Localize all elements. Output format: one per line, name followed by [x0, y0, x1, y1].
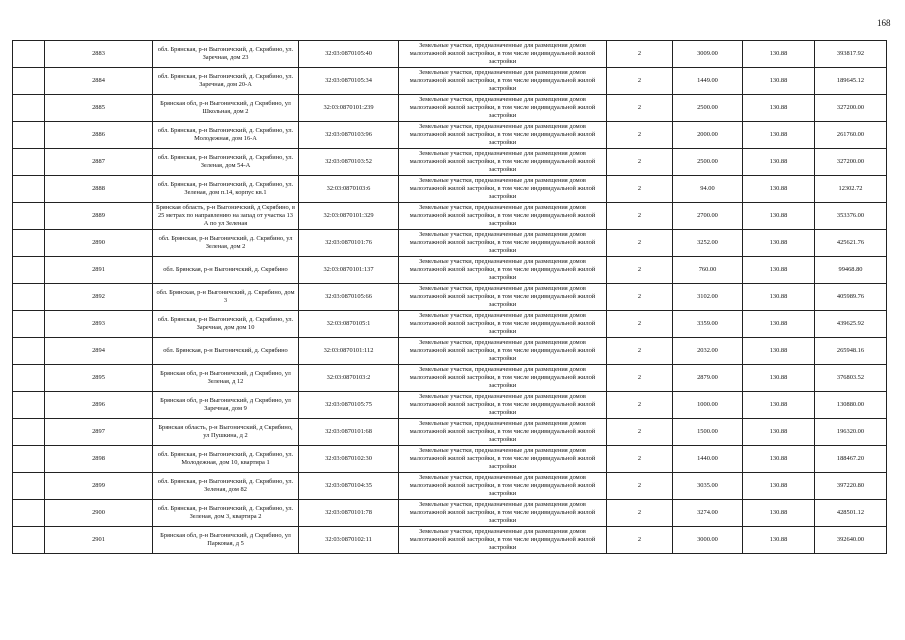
area-cell: 3000.00: [673, 527, 743, 554]
specific-value-cell: 130.88: [743, 203, 815, 230]
cadastral-value-cell: 12302.72: [815, 176, 887, 203]
row-number-cell: 2900: [45, 500, 153, 527]
address-cell: обл. Брянская, р-н Выгоничский, д. Скрябино, ул. Молодежная, дом 10, квартира 1: [153, 446, 299, 473]
blank-cell: [13, 68, 45, 95]
cadastral-number-cell: 32:03:0870105:40: [299, 41, 399, 68]
area-cell: 3035.00: [673, 473, 743, 500]
cadastral-value-cell: 99468.80: [815, 257, 887, 284]
blank-cell: [13, 230, 45, 257]
specific-value-cell: 130.88: [743, 527, 815, 554]
row-number-cell: 2894: [45, 338, 153, 365]
cadastral-value-cell: 353376.00: [815, 203, 887, 230]
cadastral-number-cell: 32:03:0870102:30: [299, 446, 399, 473]
table-row: [13, 500, 887, 527]
land-use-cell: Земельные участки, предназначенные для размещения домов малоэтажной жилой застройки, в том числе индивидуальной жилой застройки: [399, 230, 607, 257]
group-number-cell: 2: [607, 500, 673, 527]
table-row: [13, 95, 887, 122]
blank-cell: [13, 149, 45, 176]
row-number-cell: 2892: [45, 284, 153, 311]
land-use-cell: Земельные участки, предназначенные для размещения домов малоэтажной жилой застройки, в том числе индивидуальной жилой застройки: [399, 257, 607, 284]
land-use-cell: Земельные участки, предназначенные для размещения домов малоэтажной жилой застройки, в том числе индивидуальной жилой застройки: [399, 68, 607, 95]
row-number-cell: 2887: [45, 149, 153, 176]
row-number-cell: 2884: [45, 68, 153, 95]
land-use-cell: Земельные участки, предназначенные для размещения домов малоэтажной жилой застройки, в том числе индивидуальной жилой застройки: [399, 311, 607, 338]
area-cell: 2000.00: [673, 122, 743, 149]
cadastral-number-cell: 32:03:0870102:11: [299, 527, 399, 554]
address-cell: обл. Брянская, р-н Выгоничский, д. Скрябино, ул. Заречная, дом 20-А: [153, 68, 299, 95]
table-row: [13, 257, 887, 284]
blank-cell: [13, 176, 45, 203]
specific-value-cell: 130.88: [743, 338, 815, 365]
address-cell: обл. Брянская, р-н Выгоничский, д. Скрябино, ул. Зеленая, дом 54-А: [153, 149, 299, 176]
group-number-cell: 2: [607, 338, 673, 365]
area-cell: 94.00: [673, 176, 743, 203]
cadastral-number-cell: 32:03:0870103:6: [299, 176, 399, 203]
area-cell: 3102.00: [673, 284, 743, 311]
address-cell: Брянская обл, р-н Выгоничский, д Скрябино, ул Зеленая, д 12: [153, 365, 299, 392]
group-number-cell: 2: [607, 311, 673, 338]
row-number-cell: 2888: [45, 176, 153, 203]
area-cell: 1000.00: [673, 392, 743, 419]
specific-value-cell: 130.88: [743, 230, 815, 257]
cadastral-number-cell: 32:03:0870105:34: [299, 68, 399, 95]
area-cell: 2700.00: [673, 203, 743, 230]
blank-cell: [13, 122, 45, 149]
area-cell: 2500.00: [673, 95, 743, 122]
land-use-cell: Земельные участки, предназначенные для размещения домов малоэтажной жилой застройки, в том числе индивидуальной жилой застройки: [399, 149, 607, 176]
blank-cell: [13, 527, 45, 554]
row-number-cell: 2899: [45, 473, 153, 500]
area-cell: 1500.00: [673, 419, 743, 446]
cadastral-number-cell: 32:03:0870105:1: [299, 311, 399, 338]
area-cell: 760.00: [673, 257, 743, 284]
table-row: [13, 311, 887, 338]
blank-cell: [13, 419, 45, 446]
row-number-cell: 2896: [45, 392, 153, 419]
blank-cell: [13, 284, 45, 311]
cadastral-value-cell: 188467.20: [815, 446, 887, 473]
table-row: [13, 338, 887, 365]
address-cell: Брянская обл, р-н Выгоничский, д Скрябино, ул Заречная, дом 9: [153, 392, 299, 419]
area-cell: 2500.00: [673, 149, 743, 176]
cadastral-value-cell: 327200.00: [815, 149, 887, 176]
table-row: [13, 122, 887, 149]
cadastral-value-cell: 397220.80: [815, 473, 887, 500]
table-row: [13, 68, 887, 95]
group-number-cell: 2: [607, 230, 673, 257]
address-cell: обл. Брянская, р-н Выгоничский, д. Скрябино, ул. Заречная, дом дом 10: [153, 311, 299, 338]
cadastral-value-cell: 439625.92: [815, 311, 887, 338]
cadastral-number-cell: 32:03:0870101:239: [299, 95, 399, 122]
table-row: [13, 392, 887, 419]
group-number-cell: 2: [607, 257, 673, 284]
area-cell: 3009.00: [673, 41, 743, 68]
table-row: [13, 203, 887, 230]
address-cell: обл. Брянская, р-н Выгоничский, д. Скрябино, ул. Зеленая, дом п.14, корпус кв.1: [153, 176, 299, 203]
cadastral-number-cell: 32:03:0870101:137: [299, 257, 399, 284]
specific-value-cell: 130.88: [743, 68, 815, 95]
group-number-cell: 2: [607, 446, 673, 473]
group-number-cell: 2: [607, 203, 673, 230]
blank-cell: [13, 500, 45, 527]
row-number-cell: 2891: [45, 257, 153, 284]
blank-cell: [13, 311, 45, 338]
table-row: [13, 41, 887, 68]
group-number-cell: 2: [607, 149, 673, 176]
cadastral-value-cell: 393817.92: [815, 41, 887, 68]
cadastral-number-cell: 32:03:0870103:2: [299, 365, 399, 392]
cadastral-number-cell: 32:03:0870101:76: [299, 230, 399, 257]
row-number-cell: 2883: [45, 41, 153, 68]
row-number-cell: 2885: [45, 95, 153, 122]
table-row: [13, 284, 887, 311]
cadastral-number-cell: 32:03:0870101:78: [299, 500, 399, 527]
group-number-cell: 2: [607, 419, 673, 446]
group-number-cell: 2: [607, 41, 673, 68]
group-number-cell: 2: [607, 473, 673, 500]
land-use-cell: Земельные участки, предназначенные для размещения домов малоэтажной жилой застройки, в том числе индивидуальной жилой застройки: [399, 41, 607, 68]
cadastral-value-cell: 265948.16: [815, 338, 887, 365]
page-number: 168: [877, 18, 891, 28]
address-cell: обл. Брянская, р-н Выгоничский, д. Скрябино, ул. Заречная, дом 23: [153, 41, 299, 68]
group-number-cell: 2: [607, 176, 673, 203]
land-use-cell: Земельные участки, предназначенные для размещения домов малоэтажной жилой застройки, в том числе индивидуальной жилой застройки: [399, 338, 607, 365]
row-number-cell: 2901: [45, 527, 153, 554]
address-cell: Брянская обл, р-н Выгоничский, д Скрябино, ул Парковая, д 5: [153, 527, 299, 554]
table-row: [13, 527, 887, 554]
blank-cell: [13, 338, 45, 365]
cadastral-value-cell: 261760.00: [815, 122, 887, 149]
specific-value-cell: 130.88: [743, 419, 815, 446]
cadastral-number-cell: 32:03:0870103:96: [299, 122, 399, 149]
specific-value-cell: 130.88: [743, 311, 815, 338]
table-row: [13, 473, 887, 500]
cadastral-number-cell: 32:03:0870105:66: [299, 284, 399, 311]
table-row: [13, 176, 887, 203]
specific-value-cell: 130.88: [743, 95, 815, 122]
cadastral-value-cell: 405989.76: [815, 284, 887, 311]
address-cell: Брянская обл, р-н Выгоничский, д Скрябино, ул Школьная, дом 2: [153, 95, 299, 122]
table-row: [13, 230, 887, 257]
land-use-cell: Земельные участки, предназначенные для размещения домов малоэтажной жилой застройки, в том числе индивидуальной жилой застройки: [399, 284, 607, 311]
blank-cell: [13, 392, 45, 419]
address-cell: Брянская область, р-н Выгоничский, д Скрябино, в 25 метрах по направлению на запад от участка 13 А по ул Зеленая: [153, 203, 299, 230]
blank-cell: [13, 365, 45, 392]
specific-value-cell: 130.88: [743, 500, 815, 527]
land-use-cell: Земельные участки, предназначенные для размещения домов малоэтажной жилой застройки, в том числе индивидуальной жилой застройки: [399, 122, 607, 149]
land-use-cell: Земельные участки, предназначенные для размещения домов малоэтажной жилой застройки, в том числе индивидуальной жилой застройки: [399, 473, 607, 500]
land-parcels-table: [12, 40, 887, 554]
cadastral-value-cell: 376803.52: [815, 365, 887, 392]
specific-value-cell: 130.88: [743, 122, 815, 149]
row-number-cell: 2889: [45, 203, 153, 230]
row-number-cell: 2893: [45, 311, 153, 338]
land-use-cell: Земельные участки, предназначенные для размещения домов малоэтажной жилой застройки, в том числе индивидуальной жилой застройки: [399, 203, 607, 230]
group-number-cell: 2: [607, 527, 673, 554]
group-number-cell: 2: [607, 392, 673, 419]
blank-cell: [13, 473, 45, 500]
cadastral-value-cell: 130880.00: [815, 392, 887, 419]
blank-cell: [13, 41, 45, 68]
area-cell: 2879.00: [673, 365, 743, 392]
address-cell: обл. Брянская, р-н Выгоничский, д. Скрябино: [153, 257, 299, 284]
row-number-cell: 2897: [45, 419, 153, 446]
blank-cell: [13, 95, 45, 122]
address-cell: обл. Брянская, р-н Выгоничский, д. Скрябино, ул. Зеленая, дом 82: [153, 473, 299, 500]
specific-value-cell: 130.88: [743, 446, 815, 473]
address-cell: Брянская область, р-н Выгоничский, д Скрябино, ул Пушкина, д 2: [153, 419, 299, 446]
land-use-cell: Земельные участки, предназначенные для размещения домов малоэтажной жилой застройки, в том числе индивидуальной жилой застройки: [399, 419, 607, 446]
group-number-cell: 2: [607, 122, 673, 149]
cadastral-value-cell: 392640.00: [815, 527, 887, 554]
group-number-cell: 2: [607, 68, 673, 95]
cadastral-value-cell: 425621.76: [815, 230, 887, 257]
specific-value-cell: 130.88: [743, 149, 815, 176]
table-row: [13, 446, 887, 473]
specific-value-cell: 130.88: [743, 365, 815, 392]
area-cell: 3274.00: [673, 500, 743, 527]
group-number-cell: 2: [607, 284, 673, 311]
address-cell: обл. Брянская, р-н Выгоничский, д. Скрябино: [153, 338, 299, 365]
address-cell: обл. Брянская, р-н Выгоничский, д. Скрябино, ул Зеленая, дом 2: [153, 230, 299, 257]
table-row: [13, 365, 887, 392]
specific-value-cell: 130.88: [743, 257, 815, 284]
land-use-cell: Земельные участки, предназначенные для размещения домов малоэтажной жилой застройки, в том числе индивидуальной жилой застройки: [399, 176, 607, 203]
cadastral-number-cell: 32:03:0870101:68: [299, 419, 399, 446]
land-use-cell: Земельные участки, предназначенные для размещения домов малоэтажной жилой застройки, в том числе индивидуальной жилой застройки: [399, 446, 607, 473]
blank-cell: [13, 203, 45, 230]
address-cell: обл. Брянская, р-н Выгоничский, д. Скрябино, ул. Молодежная, дом 16-А: [153, 122, 299, 149]
blank-cell: [13, 446, 45, 473]
cadastral-number-cell: 32:03:0870104:35: [299, 473, 399, 500]
row-number-cell: 2890: [45, 230, 153, 257]
cadastral-value-cell: 428501.12: [815, 500, 887, 527]
land-use-cell: Земельные участки, предназначенные для размещения домов малоэтажной жилой застройки, в том числе индивидуальной жилой застройки: [399, 392, 607, 419]
table-row: [13, 149, 887, 176]
area-cell: 1449.00: [673, 68, 743, 95]
cadastral-value-cell: 189645.12: [815, 68, 887, 95]
area-cell: 1440.00: [673, 446, 743, 473]
cadastral-number-cell: 32:03:0870105:75: [299, 392, 399, 419]
specific-value-cell: 130.88: [743, 392, 815, 419]
table-row: [13, 419, 887, 446]
land-use-cell: Земельные участки, предназначенные для размещения домов малоэтажной жилой застройки, в том числе индивидуальной жилой застройки: [399, 500, 607, 527]
cadastral-number-cell: 32:03:0870103:52: [299, 149, 399, 176]
blank-cell: [13, 257, 45, 284]
cadastral-value-cell: 327200.00: [815, 95, 887, 122]
specific-value-cell: 130.88: [743, 473, 815, 500]
specific-value-cell: 130.88: [743, 284, 815, 311]
address-cell: обл. Брянская, р-н Выгоничский, д. Скрябино, ул. Зеленая, дом 3, квартира 2: [153, 500, 299, 527]
row-number-cell: 2895: [45, 365, 153, 392]
address-cell: обл. Брянская, р-н Выгоничский, д. Скрябино, дом 3: [153, 284, 299, 311]
row-number-cell: 2886: [45, 122, 153, 149]
group-number-cell: 2: [607, 365, 673, 392]
land-use-cell: Земельные участки, предназначенные для размещения домов малоэтажной жилой застройки, в том числе индивидуальной жилой застройки: [399, 527, 607, 554]
area-cell: 2032.00: [673, 338, 743, 365]
group-number-cell: 2: [607, 95, 673, 122]
cadastral-value-cell: 196320.00: [815, 419, 887, 446]
row-number-cell: 2898: [45, 446, 153, 473]
cadastral-number-cell: 32:03:0870101:329: [299, 203, 399, 230]
cadastral-number-cell: 32:03:0870101:112: [299, 338, 399, 365]
specific-value-cell: 130.88: [743, 176, 815, 203]
land-use-cell: Земельные участки, предназначенные для размещения домов малоэтажной жилой застройки, в том числе индивидуальной жилой застройки: [399, 95, 607, 122]
land-use-cell: Земельные участки, предназначенные для размещения домов малоэтажной жилой застройки, в том числе индивидуальной жилой застройки: [399, 365, 607, 392]
area-cell: 3359.00: [673, 311, 743, 338]
specific-value-cell: 130.88: [743, 41, 815, 68]
area-cell: 3252.00: [673, 230, 743, 257]
